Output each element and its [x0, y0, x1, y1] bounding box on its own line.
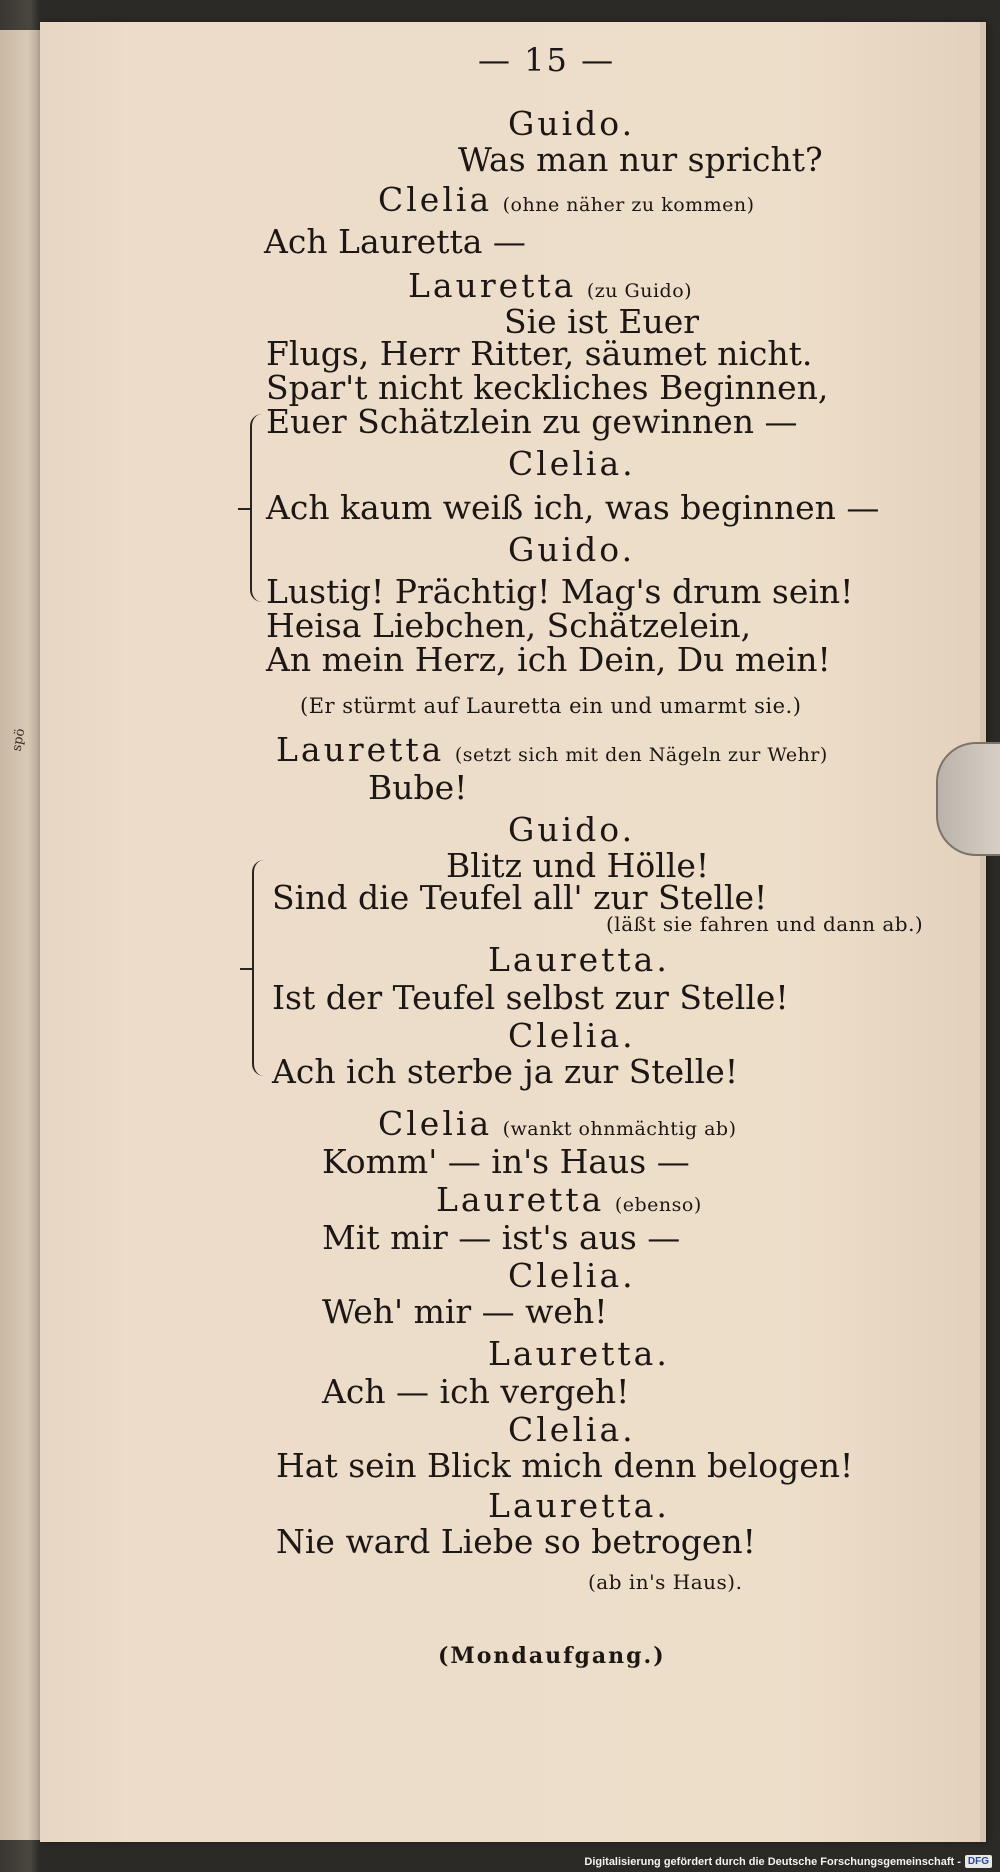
- verse-line: Ach ich sterbe ja zur Stelle!: [272, 1052, 739, 1091]
- speaker-name: Clelia: [378, 1104, 493, 1143]
- speaker-with-direction: [276, 730, 828, 775]
- speaker-name: Lauretta.: [488, 940, 670, 979]
- verse-line: Nie ward Liebe so betrogen!: [276, 1522, 756, 1561]
- stage-direction: (Mondaufgang.): [438, 1643, 666, 1669]
- speaker-name: Lauretta: [408, 266, 577, 305]
- verse-line: Ach kaum weiß ich, was beginnen —: [266, 488, 880, 527]
- speaker-name: Lauretta.: [488, 1334, 670, 1373]
- speaker-name: Clelia: [378, 180, 493, 219]
- verse-line: Sind die Teufel all' zur Stelle!: [272, 878, 768, 917]
- verse-line: Ach — ich vergeh!: [322, 1372, 630, 1411]
- speaker-name: Guido.: [508, 810, 636, 849]
- verse-line: Sie ist Euer: [504, 302, 700, 341]
- stage-direction: (zu Guido): [586, 280, 693, 302]
- verse-line: Weh' mir — weh!: [322, 1292, 608, 1331]
- margin-handwriting-mark: spö: [9, 727, 29, 753]
- verse-line: Spar't nicht keckliches Beginnen,: [266, 368, 829, 407]
- speaker-with-direction: [378, 180, 755, 225]
- dfg-logo: DFG: [965, 1855, 992, 1868]
- verse-line: Blitz und Hölle!: [446, 846, 710, 885]
- speaker-name: Guido.: [508, 104, 636, 143]
- stage-direction: (läßt sie fahren und dann ab.): [606, 912, 924, 936]
- left-brace-bracket: [252, 860, 266, 1076]
- verse-line: Euer Schätzlein zu gewinnen —: [266, 402, 798, 441]
- verse-line: Heisa Liebchen, Schätzelein,: [266, 606, 752, 645]
- stage-direction: (Er stürmt auf Lauretta ein und umarmt sie.): [300, 694, 802, 718]
- speaker-name: Clelia.: [508, 1410, 636, 1449]
- verse-line: An mein Herz, ich Dein, Du mein!: [266, 640, 831, 679]
- verse-line: Bube!: [368, 768, 468, 807]
- stage-direction: (ohne näher zu kommen): [502, 194, 755, 216]
- stage-direction: (setzt sich mit den Nägeln zur Wehr): [454, 744, 828, 766]
- speaker-name: Lauretta: [436, 1180, 605, 1219]
- stage-direction: (ebenso): [614, 1194, 702, 1216]
- stage-direction: (ab in's Haus).: [588, 1570, 743, 1594]
- speaker-name: Lauretta: [276, 730, 445, 769]
- verse-line: Mit mir — ist's aus —: [322, 1218, 681, 1257]
- verse-line: Hat sein Blick mich denn belogen!: [276, 1446, 854, 1485]
- verse-line: Komm' — in's Haus —: [322, 1142, 690, 1181]
- verse-line: Was man nur spricht?: [458, 140, 823, 179]
- verse-line: Ist der Teufel selbst zur Stelle!: [272, 978, 789, 1017]
- speaker-name: Lauretta.: [488, 1486, 670, 1525]
- scan-footer: [584, 1855, 992, 1868]
- footer-text: Digitalisierung gefördert durch die Deutsche Forschungsgemeinschaft -: [584, 1855, 961, 1868]
- page-tab-marker: [936, 742, 1000, 856]
- speaker-name: Guido.: [508, 530, 636, 569]
- speaker-name: Clelia.: [508, 444, 636, 483]
- stage-direction: (wankt ohnmächtig ab): [502, 1118, 737, 1140]
- speaker-name: Clelia.: [508, 1016, 636, 1055]
- page-number: — 15 —: [478, 41, 616, 79]
- verse-line: Flugs, Herr Ritter, säumet nicht.: [266, 334, 813, 373]
- speaker-name: Clelia.: [508, 1256, 636, 1295]
- verse-line: Ach Lauretta —: [264, 222, 526, 261]
- left-brace-bracket: [250, 414, 264, 602]
- verse-line: Lustig! Prächtig! Mag's drum sein!: [266, 572, 854, 611]
